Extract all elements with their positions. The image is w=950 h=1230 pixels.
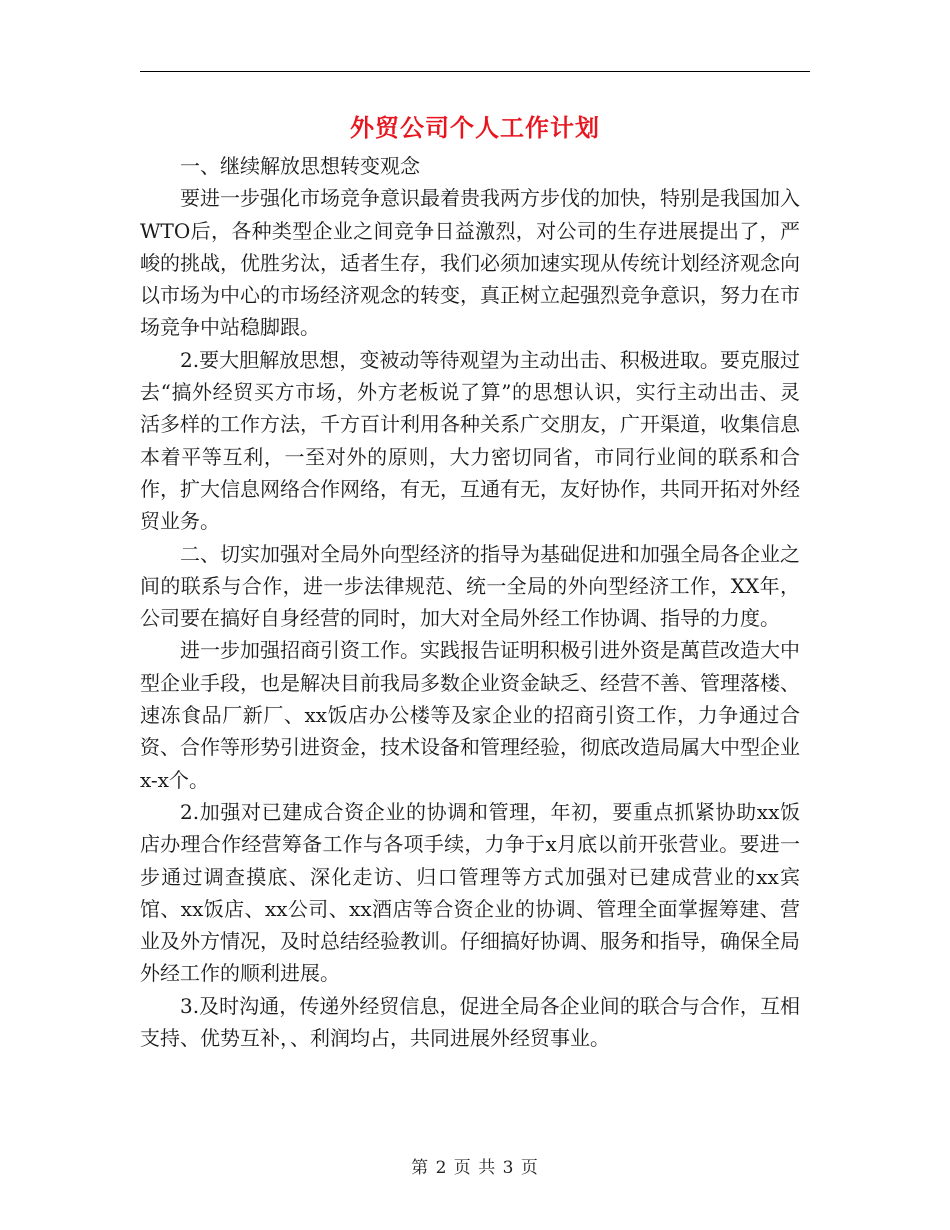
paragraph: 要进一步强化市场竞争意识最着贵我两方步伐的加快，特别是我国加入WTO后，各种类型企业之间竞争日益激烈，对公司的生存进展提出了，严峻的挑战，优胜劣汰，适者生存，我们必须加速实现从传统计划经济观念向以市场为中心的市场经济观念的转变，真正树立起强烈竞争意识，努力在市场竞争中站稳脚跟。 (140, 186, 800, 340)
section-heading-2: 二、切实加强对全局外向型经济的指导为基础促进和加强全局各企业之间的联系与合作，进一步法律规范、统一全局的外向型经济工作，XX年，公司要在搞好自身经营的同时，加大对全局外经工作协调、指导的力度。 (140, 541, 800, 631)
page-number-footer: 第 2 页 共 3 页 (411, 1158, 539, 1178)
paragraph: 进一步加强招商引资工作。实践报告证明积极引进外资是萬苣改造大中型企业手段，也是解决目前我局多数企业资金缺乏、经营不善、管理落楼、速冻食品厂新厂、xx饭店办公楼等及家企业的招商引资工作，力争通过合资、合作等形势引进资金，技术设备和管理经验，彻底改造局属大中型企业x-x个。 (140, 638, 800, 792)
section-heading-1: 一、继续解放思想转变观念 (180, 154, 420, 178)
paragraph: 3.及时沟通，传递外经贸信息，促进全局各企业间的联合与合作，互相支持、优势互补，、利润均占，共同进展外经贸事业。 (140, 993, 800, 1051)
paragraph: 2.加强对已建成合资企业的协调和管理，年初，要重点抓紧协助xx饭店办理合作经营筹备工作与各项手续，力争于x月底以前开张营业。要进一步通过调查摸底、深化走访、归口管理等方式加强对已建成营业的xx宾馆、xx饭店、xx公司、xx酒店等合资企业的协调、管理全面掌握筹建、营业及外方情况，及时总结经验教训。仔细搞好协调、服务和指导，确保全局外经工作的顺利进展。 (140, 799, 800, 986)
document-body (140, 150, 800, 1054)
document-title: 外贸公司个人工作计划 (350, 114, 600, 142)
header-rule (140, 71, 810, 72)
paragraph: 2.要大胆解放思想，变被动等待观望为主动出击、积极进取。要克服过去“搞外经贸买方市场，外方老板说了算”的思想认识，实行主动出击、灵活多样的工作方法，千方百计利用各种关系广交朋友，广开渠道，收集信息本着平等互利，一至对外的原则，大力密切同省，市同行业间的联系和合作，扩大信息网络合作网络，有无，互通有无，友好协作，共同开拓对外经贸业务。 (140, 347, 800, 534)
